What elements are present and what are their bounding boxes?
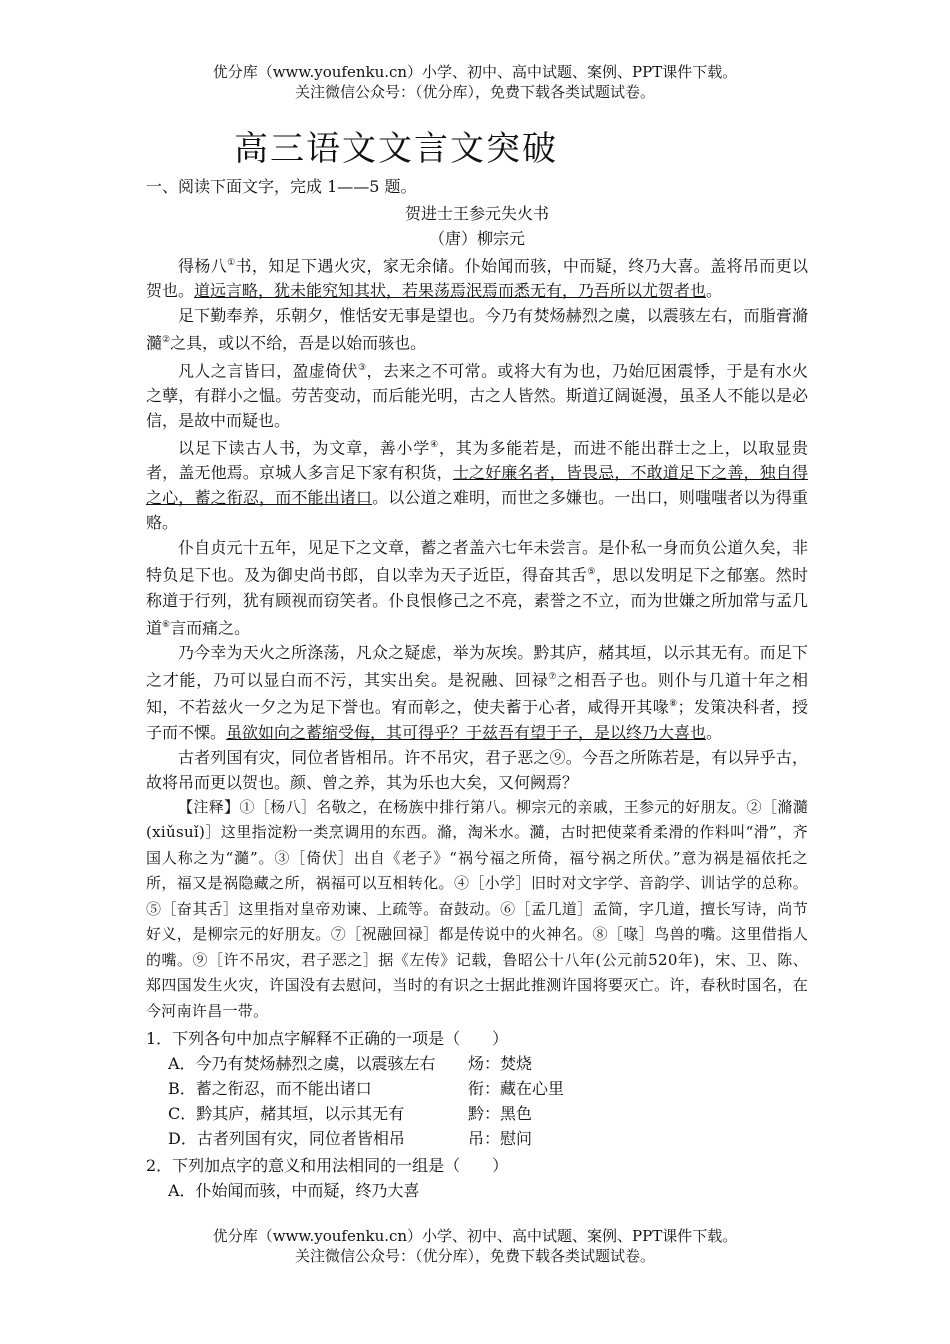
footer-line-1: 优分库（www.youfenku.cn）小学、初中、高中试题、案例、PPT课件下载。 (212, 1227, 738, 1245)
underlined-sentence-2: 士之好廉名者，皆畏忌，不敢道足下之善，独自得之心，蓄之衔忍，而不能出诸口 (146, 463, 808, 508)
header-line-2: 关注微信公众号：（优分库），免费下载各类试题试卷。 (294, 83, 655, 101)
paragraph-5: 仆自贞元十五年，见足下之文章，蓄之者盖六七年未尝言。是仆私一身而负公道久矣，非特负足下也。及为御史尚书郎，自以幸为天子近臣，得奋其舌⑤，思以发明足下之郁塞。然时称道于行列，犹有顾视而窃笑者。仆良恨修己之不亮，素誉之不立，而为世嫌之所加常与孟几道⑥言而痛之。 (146, 538, 808, 637)
paragraph-1: 得杨八①书，知足下遇火灾，家无余储。仆始闻而骇，中而疑，终乃大喜。盖将吊而更以贺也。道远言略，犹未能究知其状，若果荡焉泯焉而悉无有，乃吾所以尤贺者也。 (146, 256, 808, 301)
page-header (0, 62, 950, 102)
page-footer (0, 1226, 950, 1266)
paragraph-4: 以足下读古人书，为文章，善小学④，其为多能若是，而进不能出群士之上，以取显贵者，盖无他焉。京城人多言足下家有积货，士之好廉名者，皆畏忌，不敢道足下之善，独自得之心，蓄之衔忍，而不能出诸口。以公道之难明，而世之多嫌也。一出口，则嗤嗤者以为得重赂。 (146, 438, 808, 533)
question-1-option-a: A．今乃有焚炀赫烈之虞，以震骇左右 炀：焚烧 (168, 1054, 533, 1074)
paragraph-7: 古者列国有灾，同位者皆相吊。许不吊灾，君子恶之⑨。今吾之所陈若是，有以异乎古，故将吊而更以贺也。颜、曾之养，其为乐也大矣，又何阙焉？ (146, 747, 808, 792)
question-1-stem: 1．下列各句中加点字解释不正确的一项是（ ） (146, 1029, 509, 1049)
header-line-1: 优分库（www.youfenku.cn）小学、初中、高中试题、案例、PPT课件下载。 (212, 63, 738, 81)
paragraph-3: 凡人之言皆曰，盈虚倚伏③，去来之不可常。或将大有为也，乃始厄困震悸，于是有水火之孽，有群小之愠。劳苦变动，而后能光明，古之人皆然。斯道辽阔诞漫，虽圣人不能以是必信，是故中而疑也。 (146, 360, 808, 430)
footer-line-2: 关注微信公众号：（优分库），免费下载各类试题试卷。 (294, 1247, 655, 1265)
question-1-option-c: C．黔其庐，赭其垣，以示其无有 黔：黑色 (168, 1104, 533, 1124)
page-title: 高三语文文言文突破 (234, 129, 558, 169)
document-body (146, 175, 808, 1203)
paragraph-6: 乃今幸为天火之所涤荡，凡众之疑虑，举为灰埃。黔其庐，赭其垣，以示其无有。而足下之才能，乃可以显白而不污，其实出矣。是祝融、回禄⑦之相吾子也。则仆与几道十年之相知，不若兹火一夕之为足下誉也。宥而彰之，使夫蓄于心者，咸得开其喙⑧；发策决科者，授子而不慄。虽欲如向之蓄缩受侮，其可得乎？于兹吾有望于子，是以终乃大喜也。 (146, 642, 808, 742)
question-2-option-a: A．仆始闻而骇，中而疑，终乃大喜 (168, 1181, 420, 1201)
question-1-option-d: D．古者列国有灾，同位者皆相吊 吊：慰问 (168, 1129, 533, 1149)
annotation-notes: 【注释】①［杨八］名敬之，在杨族中排行第八。柳宗元的亲戚，王参元的好朋友。②［滫瀡(xiǔsuǐ)］这里指淀粉一类烹调用的东西。滫，淘米水。瀡，古时把使菜肴柔滑的作料叫“滑”，齐国人称之为“瀡”。③［倚伏］出自《老子》“祸兮福之所倚，福兮祸之所伏。”意为祸是福依托之所，福又是祸隐藏之所，祸福可以互相转化。④［小学］旧时对文字学、音韵学、训诂学的总称。⑤［奋其舌］这里指对皇帝劝谏、上疏等。奋鼓动。⑥［孟几道］孟简，字几道，擅长写诗，尚节好义，是柳宗元的好朋友。⑦［祝融回禄］都是传说中的火神名。⑧［喙］鸟兽的嘴。这里借指人的嘴。⑨［许不吊灾，君子恶之］据《左传》记载，鲁昭公十八年(公元前520年)，宋、卫、陈、郑四国发生火灾，许国没有去慰问，当时的有识之士据此推测许国将要灭亡。许，春秋时国名，在今河南许昌一带。 (146, 797, 808, 1020)
underlined-sentence-3: 虽欲如向之蓄缩受侮，其可得乎？于兹吾有望于子，是以终乃大喜也 (226, 722, 707, 742)
paragraph-2: 足下勤奉养，乐朝夕，惟恬安无事是望也。今乃有焚炀赫烈之虞，以震骇左右，而脂膏滫瀡②之具，或以不给，吾是以始而骇也。 (146, 306, 808, 353)
question-2-stem: 2．下列加点字的意义和用法相同的一组是（ ） (146, 1156, 509, 1176)
section-intro: 一、阅读下面文字，完成 1——5 题。 (146, 177, 417, 196)
essay-author: （唐）柳宗元 (428, 229, 525, 248)
underlined-sentence-1: 道远言略，犹未能究知其状，若果荡焉泯焉而悉无有，乃吾所以尤贺者也 (194, 281, 707, 301)
essay-title: 贺进士王参元失火书 (404, 204, 549, 223)
question-1-option-b: B．蓄之衔忍，而不能出诸口 衔：藏在心里 (168, 1079, 565, 1099)
